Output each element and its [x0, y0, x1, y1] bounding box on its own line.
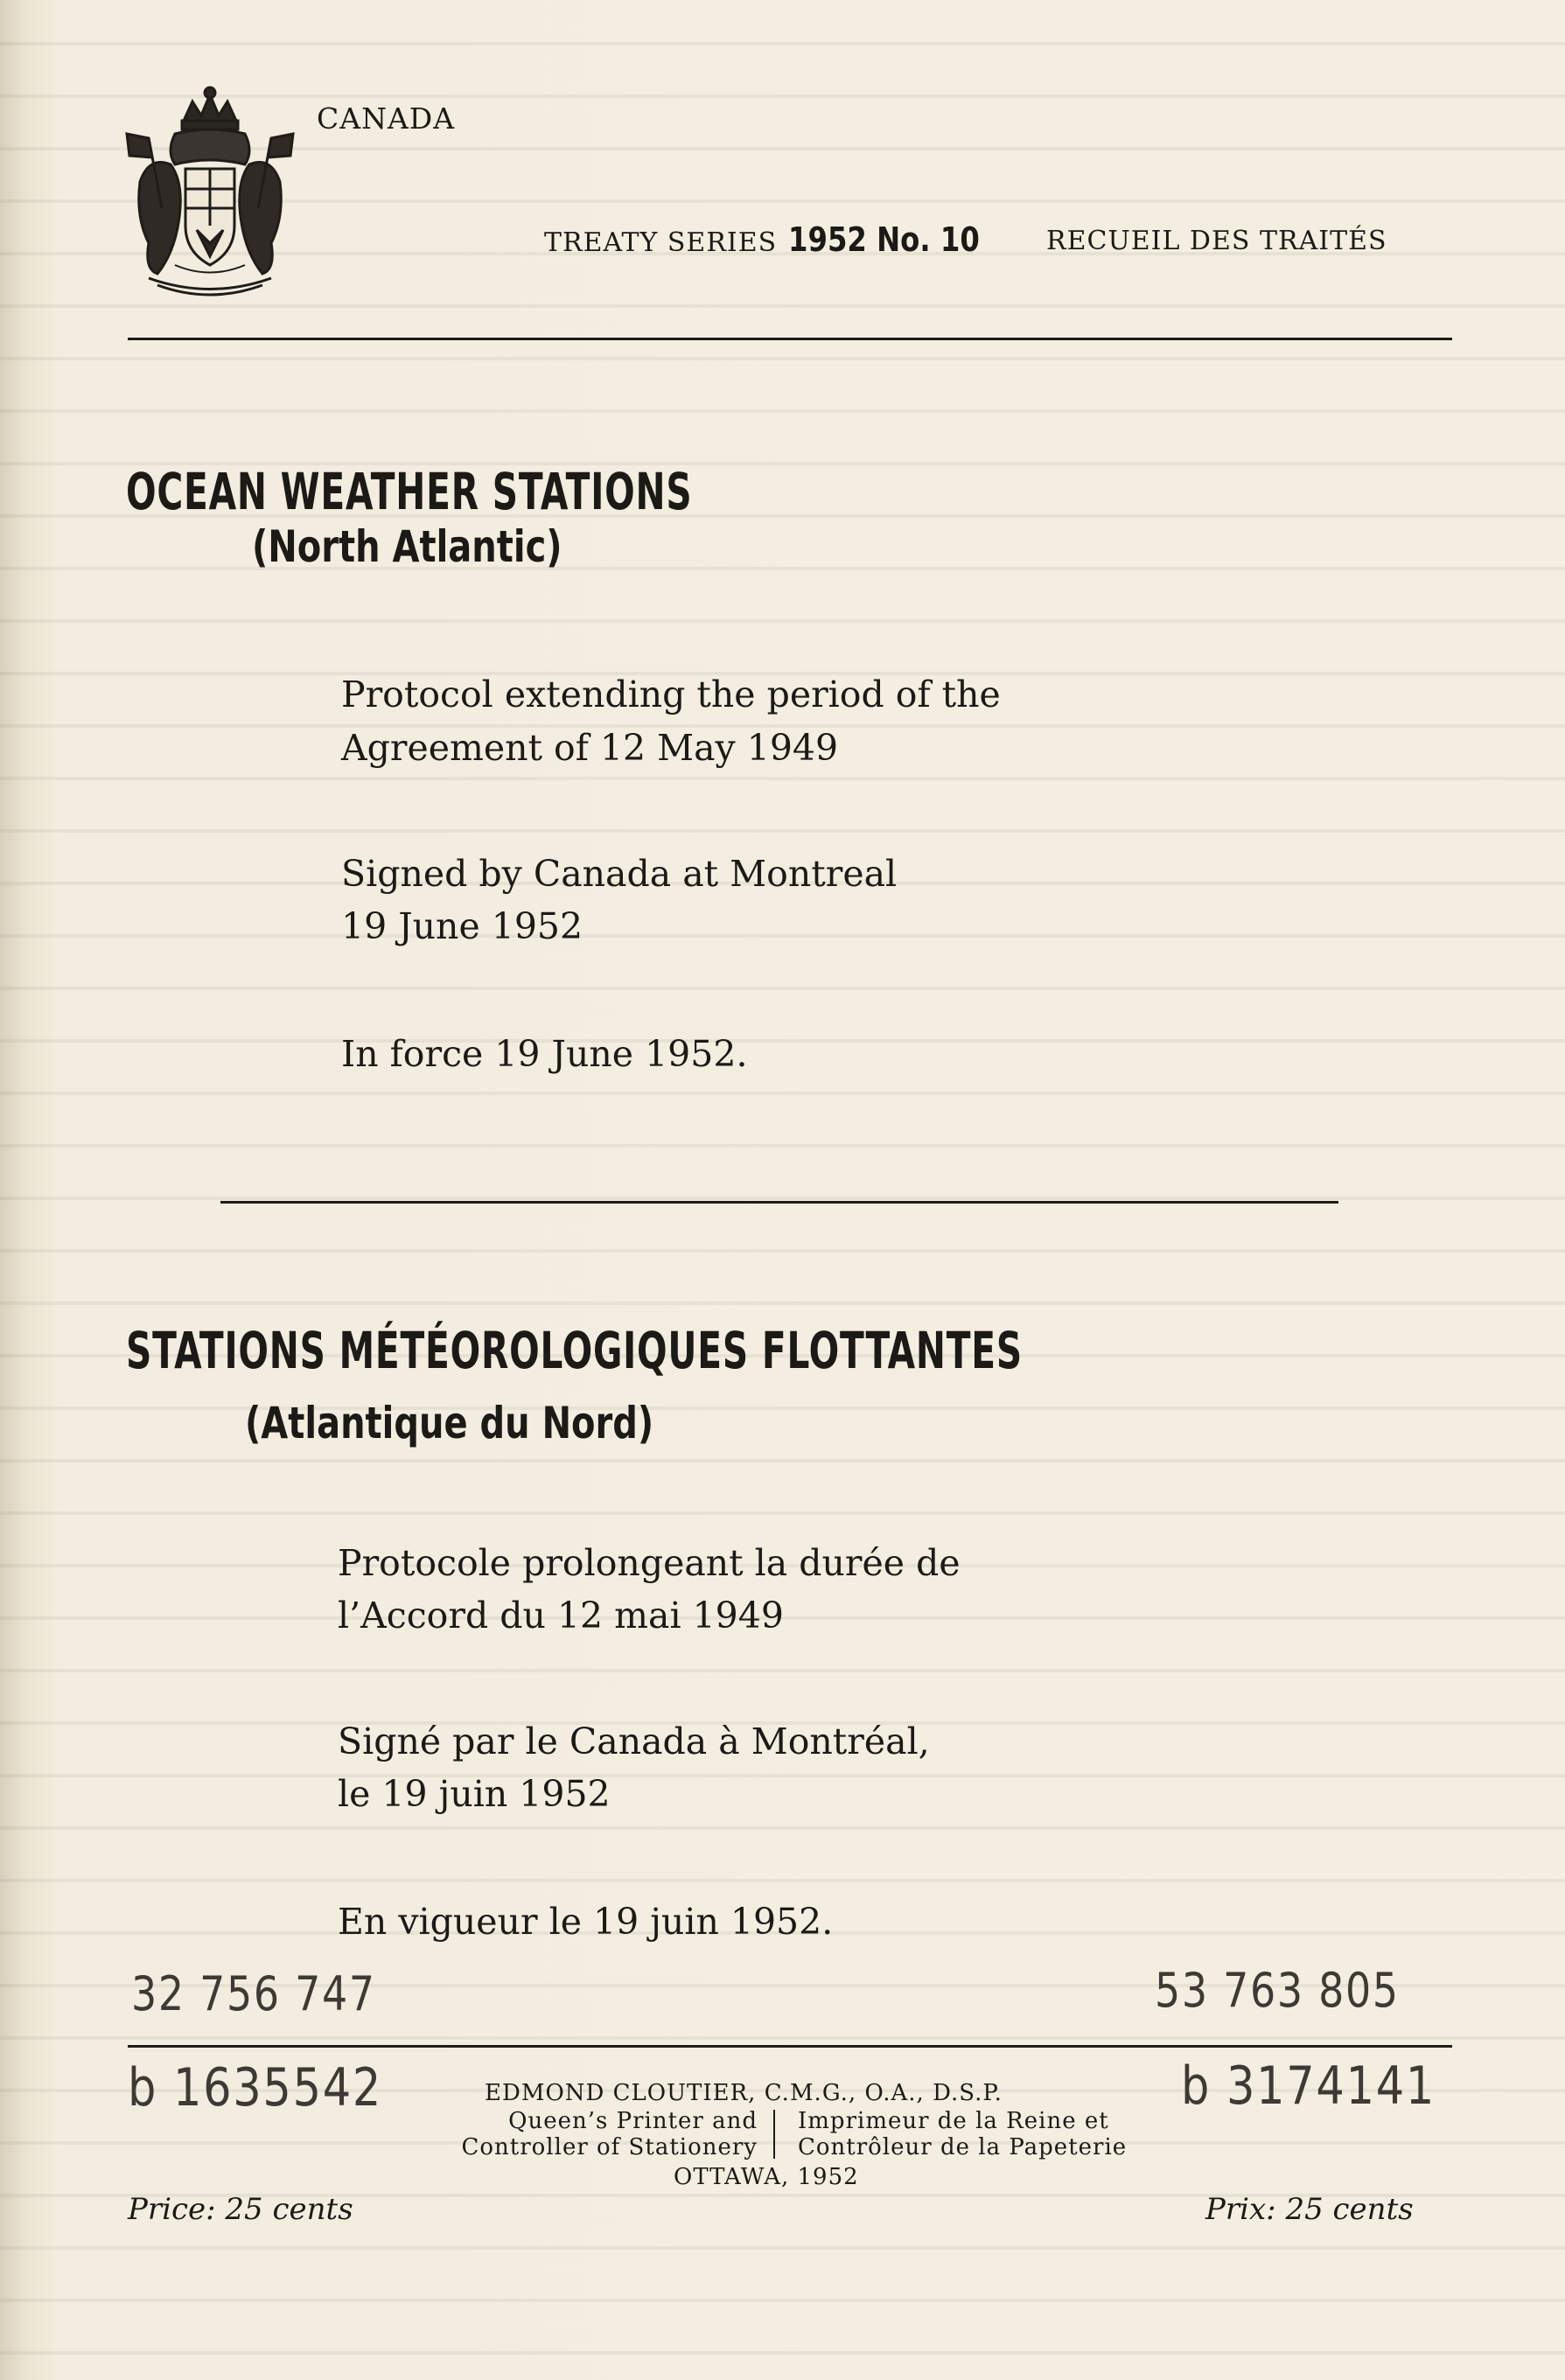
printer-title-fr-line1: Imprimeur de la Reine et — [798, 2108, 1109, 2134]
handwritten-number-right-bottom: b 3174141 — [1181, 2055, 1436, 2117]
printer-city-year: OTTAWA, 1952 — [674, 2164, 859, 2190]
french-signed-line2: le 19 juin 1952 — [338, 1773, 611, 1815]
french-protocol-line2: l’Accord du 12 mai 1949 — [338, 1595, 784, 1637]
handwritten-number-left-top: 32 756 747 — [131, 1966, 376, 2021]
english-protocol-line2: Agreement of 12 May 1949 — [341, 727, 839, 769]
header-series-fr: RECUEIL DES TRAITÉS — [1046, 226, 1387, 256]
header-series-year-no: 1952 No. 10 — [788, 220, 981, 259]
printer-name: EDMOND CLOUTIER, C.M.G., O.A., D.S.P. — [485, 2080, 1003, 2106]
header-series-line — [544, 220, 1014, 259]
english-subtitle: (North Atlantic) — [252, 521, 562, 572]
english-title: OCEAN WEATHER STATIONS — [126, 462, 693, 521]
printer-title-fr-line2: Contrôleur de la Papeterie — [798, 2134, 1128, 2160]
price-en: Price: 25 cents — [128, 2192, 353, 2227]
french-subtitle: (Atlantique du Nord) — [245, 1398, 654, 1448]
header-country: CANADA — [317, 101, 456, 136]
header-series-en: TREATY SERIES — [544, 227, 778, 258]
english-signed-line1: Signed by Canada at Montreal — [341, 853, 898, 895]
footer-rule — [128, 2045, 1452, 2048]
english-signed-line2: 19 June 1952 — [341, 905, 583, 947]
printer-title-en-line2: Controller of Stationery — [461, 2134, 758, 2160]
printer-divider — [773, 2110, 775, 2159]
french-signed-line1: Signé par le Canada à Montréal, — [338, 1720, 930, 1762]
price-fr: Prix: 25 cents — [1205, 2192, 1414, 2227]
french-protocol-line1: Protocole prolongeant la durée de — [338, 1542, 961, 1584]
section-divider-rule — [220, 1201, 1338, 1204]
header-rule — [128, 338, 1452, 340]
english-in-force: In force 19 June 1952. — [341, 1033, 748, 1075]
printer-title-en-line1: Queen’s Printer and — [508, 2108, 758, 2134]
french-in-force: En vigueur le 19 juin 1952. — [338, 1901, 834, 1943]
handwritten-number-right-top: 53 763 805 — [1155, 1963, 1400, 2018]
handwritten-number-left-bottom: b 1635542 — [128, 2057, 383, 2118]
english-protocol-line1: Protocol extending the period of the — [341, 674, 1001, 715]
french-title: STATIONS MÉTÉOROLOGIQUES FLOTTANTES — [126, 1321, 1023, 1380]
canada-coat-of-arms-icon — [122, 86, 297, 304]
